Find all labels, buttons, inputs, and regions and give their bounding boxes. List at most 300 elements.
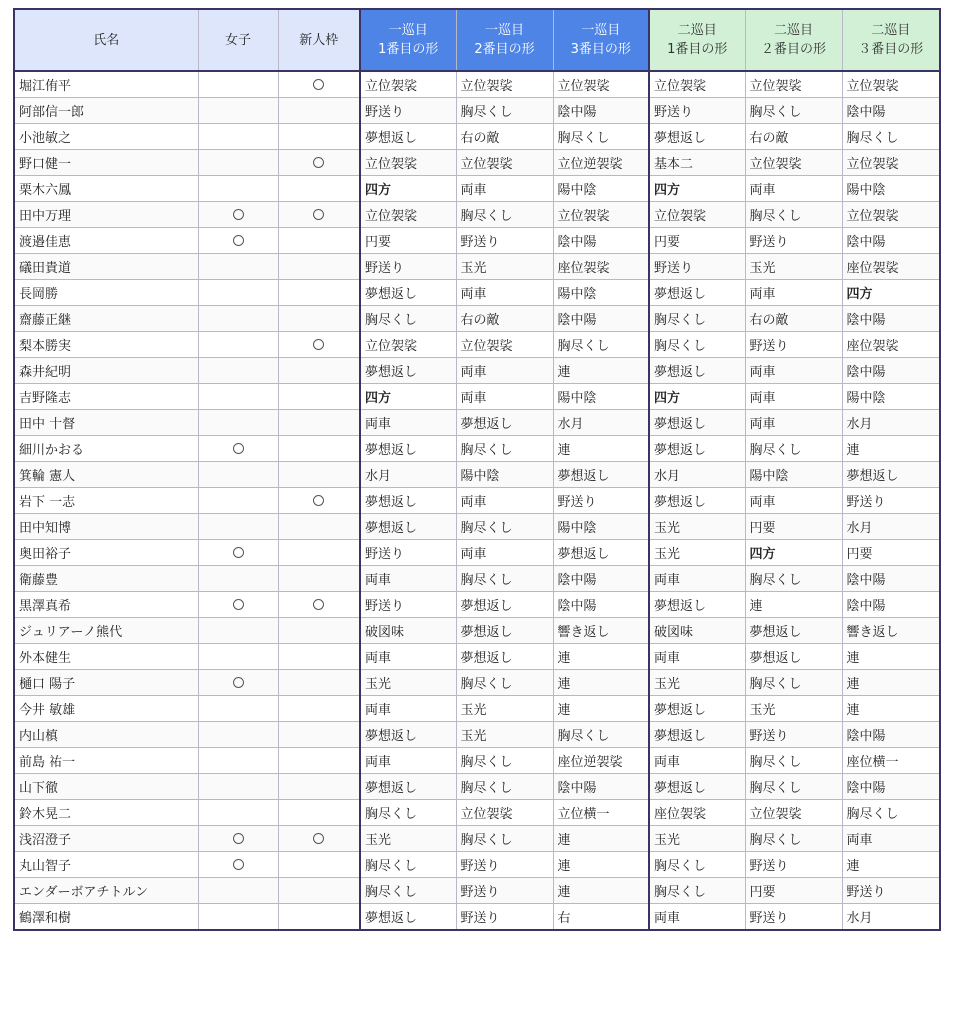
cell-newcomer [278,826,360,852]
cell-round2-form1: 水月 [649,462,745,488]
circle-mark-icon [233,547,244,558]
cell-round1-form2: 胸尽くし [456,98,553,124]
cell-round2-form3: 水月 [842,514,940,540]
cell-round1-form3: 水月 [553,410,649,436]
cell-female [198,202,278,228]
cell-round2-form3: 陽中陰 [842,384,940,410]
cell-name: 礒田貴道 [14,254,198,280]
cell-female [198,774,278,800]
cell-round1-form1: 立位袈裟 [360,71,456,98]
cell-round2-form1: 夢想返し [649,696,745,722]
cell-round2-form1: 両車 [649,904,745,931]
header-round1-form1 [360,9,456,71]
table-row [14,202,940,228]
table-row [14,280,940,306]
cell-female [198,176,278,202]
cell-round2-form2: 四方 [745,540,842,566]
header-round2-form1 [649,9,745,71]
cell-round2-form3: 立位袈裟 [842,150,940,176]
circle-mark-icon [233,833,244,844]
cell-name: 岩下 一志 [14,488,198,514]
cell-round2-form3: 陰中陽 [842,358,940,384]
cell-round2-form2: 両車 [745,358,842,384]
table-row [14,878,940,904]
cell-female [198,722,278,748]
cell-round1-form1: 両車 [360,410,456,436]
cell-round1-form1: 両車 [360,696,456,722]
cell-name: 齋藤正継 [14,306,198,332]
cell-round1-form1: 胸尽くし [360,306,456,332]
cell-newcomer [278,566,360,592]
table-row [14,644,940,670]
cell-round1-form3: 陽中陰 [553,280,649,306]
cell-round1-form3: 陽中陰 [553,176,649,202]
cell-newcomer [278,306,360,332]
cell-female [198,71,278,98]
cell-round2-form2: 両車 [745,488,842,514]
cell-name: 樋口 陽子 [14,670,198,696]
cell-female [198,436,278,462]
cell-female [198,644,278,670]
cell-round1-form2: 玉光 [456,254,553,280]
cell-female [198,696,278,722]
cell-name: 黒澤真希 [14,592,198,618]
cell-round2-form3: 胸尽くし [842,124,940,150]
cell-newcomer [278,722,360,748]
cell-round2-form1: 胸尽くし [649,306,745,332]
cell-round2-form1: 胸尽くし [649,852,745,878]
cell-round2-form3: 水月 [842,410,940,436]
cell-name: 衛藤豊 [14,566,198,592]
cell-round1-form2: 両車 [456,540,553,566]
header-round-label: 二巡目 [677,23,717,38]
cell-round2-form2: 両車 [745,410,842,436]
cell-name: 奥田裕子 [14,540,198,566]
cell-newcomer [278,332,360,358]
cell-name: 吉野隆志 [14,384,198,410]
cell-round2-form2: 円要 [745,514,842,540]
cell-round2-form3: 響き返し [842,618,940,644]
cell-round2-form2: 両車 [745,176,842,202]
cell-newcomer [278,774,360,800]
header-newcomer: 新人枠 [278,9,360,71]
cell-round2-form3: 両車 [842,826,940,852]
cell-round1-form2: 右の敵 [456,124,553,150]
cell-round2-form2: 夢想返し [745,644,842,670]
cell-name: 野口健一 [14,150,198,176]
cell-round2-form1: 胸尽くし [649,332,745,358]
cell-round1-form1: 四方 [360,384,456,410]
cell-round1-form3: 陰中陽 [553,306,649,332]
cell-round1-form2: 夢想返し [456,410,553,436]
cell-round2-form3: 立位袈裟 [842,202,940,228]
cell-female [198,150,278,176]
cell-round1-form3: 立位逆袈裟 [553,150,649,176]
cell-round1-form2: 両車 [456,176,553,202]
cell-female [198,124,278,150]
cell-round2-form3: 陰中陽 [842,722,940,748]
cell-round1-form3: 胸尽くし [553,722,649,748]
cell-round1-form3: 胸尽くし [553,124,649,150]
cell-round2-form3: 連 [842,852,940,878]
cell-name: ジュリアーノ熊代 [14,618,198,644]
cell-round1-form1: 野送り [360,98,456,124]
cell-round2-form2: 胸尽くし [745,774,842,800]
cell-newcomer [278,436,360,462]
cell-round1-form3: 夢想返し [553,462,649,488]
cell-name: 田中知博 [14,514,198,540]
cell-round1-form2: 夢想返し [456,592,553,618]
cell-female [198,540,278,566]
cell-newcomer [278,878,360,904]
cell-round1-form3: 陽中陰 [553,384,649,410]
cell-round1-form2: 野送り [456,904,553,931]
cell-round1-form2: 玉光 [456,696,553,722]
cell-round2-form1: 四方 [649,384,745,410]
cell-round1-form1: 両車 [360,748,456,774]
cell-round1-form2: 夢想返し [456,644,553,670]
cell-round1-form2: 胸尽くし [456,514,553,540]
cell-round1-form3: 連 [553,852,649,878]
cell-round2-form2: 立位袈裟 [745,150,842,176]
cell-female [198,410,278,436]
cell-newcomer [278,98,360,124]
cell-round2-form1: 夢想返し [649,280,745,306]
cell-round1-form1: 胸尽くし [360,800,456,826]
header-round1-form3 [553,9,649,71]
header-form-label: ３番目の形 [858,42,924,57]
forms-table [13,8,941,931]
table-row [14,410,940,436]
header-round-label: 二巡目 [773,23,813,38]
cell-round2-form1: 玉光 [649,826,745,852]
cell-female [198,592,278,618]
cell-female [198,852,278,878]
cell-round1-form2: 両車 [456,280,553,306]
cell-round1-form3: 陰中陽 [553,774,649,800]
cell-female [198,670,278,696]
cell-round2-form1: 座位袈裟 [649,800,745,826]
cell-newcomer [278,488,360,514]
cell-newcomer [278,410,360,436]
circle-mark-icon [233,209,244,220]
cell-round1-form1: 水月 [360,462,456,488]
cell-round1-form2: 立位袈裟 [456,332,553,358]
cell-round1-form1: 野送り [360,540,456,566]
table-row [14,748,940,774]
cell-round2-form3: 座位袈裟 [842,254,940,280]
cell-round1-form1: 夢想返し [360,280,456,306]
cell-round2-form2: 野送り [745,332,842,358]
table-row [14,904,940,931]
table-row [14,618,940,644]
cell-round1-form3: 右 [553,904,649,931]
circle-mark-icon [233,235,244,246]
cell-newcomer [278,748,360,774]
cell-round1-form2: 胸尽くし [456,670,553,696]
table-row [14,800,940,826]
cell-female [198,228,278,254]
cell-newcomer [278,644,360,670]
cell-newcomer [278,384,360,410]
circle-mark-icon [233,443,244,454]
cell-round1-form3: 連 [553,878,649,904]
cell-female [198,384,278,410]
table-row [14,254,940,280]
cell-round2-form2: 野送り [745,852,842,878]
cell-newcomer [278,358,360,384]
cell-round2-form3: 陽中陰 [842,176,940,202]
cell-female [198,878,278,904]
cell-female [198,254,278,280]
cell-round1-form2: 胸尽くし [456,566,553,592]
cell-round1-form1: 円要 [360,228,456,254]
cell-round2-form1: 夢想返し [649,436,745,462]
cell-round2-form3: 四方 [842,280,940,306]
cell-round1-form2: 立位袈裟 [456,150,553,176]
header-female: 女子 [198,9,278,71]
cell-round2-form1: 夢想返し [649,774,745,800]
cell-round1-form2: 両車 [456,358,553,384]
cell-round2-form3: 立位袈裟 [842,71,940,98]
table-row [14,71,940,98]
cell-name: 箕輪 憲人 [14,462,198,488]
cell-round2-form2: 野送り [745,904,842,931]
cell-round2-form2: 胸尽くし [745,670,842,696]
header-form-label: ２番目の形 [760,42,826,57]
cell-newcomer [278,254,360,280]
cell-round1-form1: 玉光 [360,670,456,696]
header-round-label: 二巡目 [871,23,911,38]
table-row [14,592,940,618]
cell-round2-form3: 円要 [842,540,940,566]
cell-round1-form3: 立位横一 [553,800,649,826]
cell-round2-form3: 連 [842,696,940,722]
header-form-label: 2番目の形 [474,42,535,57]
cell-name: 外本健生 [14,644,198,670]
cell-round2-form3: 連 [842,644,940,670]
table-row [14,852,940,878]
cell-round1-form1: 四方 [360,176,456,202]
cell-round1-form3: 連 [553,436,649,462]
cell-round1-form2: 夢想返し [456,618,553,644]
cell-round2-form3: 陰中陽 [842,566,940,592]
table-row [14,358,940,384]
header-round-label: 一巡目 [388,23,428,38]
cell-round1-form2: 玉光 [456,722,553,748]
cell-round1-form3: 連 [553,670,649,696]
header-round2-form3 [842,9,940,71]
cell-female [198,904,278,931]
cell-name: エンダーボアチトルン [14,878,198,904]
circle-mark-icon [233,677,244,688]
cell-round2-form1: 夢想返し [649,722,745,748]
cell-round2-form2: 円要 [745,878,842,904]
cell-round1-form1: 夢想返し [360,488,456,514]
cell-newcomer [278,71,360,98]
table-row [14,670,940,696]
cell-name: 内山槙 [14,722,198,748]
cell-female [198,514,278,540]
header-round-label: 一巡目 [581,23,621,38]
header-round1-form2 [456,9,553,71]
cell-round2-form3: 陰中陽 [842,592,940,618]
cell-round2-form1: 夢想返し [649,124,745,150]
cell-round1-form3: 連 [553,696,649,722]
cell-name: 田中万理 [14,202,198,228]
cell-round2-form3: 座位袈裟 [842,332,940,358]
cell-name: 小池敏之 [14,124,198,150]
cell-newcomer [278,280,360,306]
table-row [14,124,940,150]
table-row [14,306,940,332]
cell-name: 山下徹 [14,774,198,800]
cell-female [198,98,278,124]
cell-round1-form2: 両車 [456,488,553,514]
cell-newcomer [278,800,360,826]
table-body [14,71,940,930]
cell-newcomer [278,670,360,696]
cell-name: 森井紀明 [14,358,198,384]
cell-round1-form3: 陰中陽 [553,228,649,254]
cell-round1-form3: 陰中陽 [553,566,649,592]
cell-round2-form3: 陰中陽 [842,228,940,254]
cell-round2-form3: 野送り [842,488,940,514]
cell-round2-form3: 連 [842,436,940,462]
cell-round1-form3: 胸尽くし [553,332,649,358]
header-round2-form2 [745,9,842,71]
cell-female [198,618,278,644]
cell-name: 栗木六鳳 [14,176,198,202]
cell-female [198,800,278,826]
cell-name: 前島 祐一 [14,748,198,774]
cell-round1-form3: 立位袈裟 [553,71,649,98]
cell-round2-form2: 胸尽くし [745,748,842,774]
cell-round1-form1: 胸尽くし [360,852,456,878]
cell-round2-form3: 陰中陽 [842,774,940,800]
cell-newcomer [278,904,360,931]
cell-round2-form1: 両車 [649,644,745,670]
cell-round2-form1: 立位袈裟 [649,202,745,228]
cell-round1-form3: 連 [553,826,649,852]
cell-round1-form1: 野送り [360,592,456,618]
cell-round1-form2: 胸尽くし [456,826,553,852]
table-row [14,332,940,358]
cell-round2-form3: 胸尽くし [842,800,940,826]
cell-round1-form2: 野送り [456,228,553,254]
cell-newcomer [278,176,360,202]
cell-female [198,826,278,852]
cell-round2-form3: 座位横一 [842,748,940,774]
cell-round1-form2: 立位袈裟 [456,71,553,98]
cell-round2-form3: 夢想返し [842,462,940,488]
cell-female [198,332,278,358]
cell-newcomer [278,618,360,644]
cell-name: 細川かおる [14,436,198,462]
cell-round2-form1: 夢想返し [649,358,745,384]
cell-round1-form1: 夢想返し [360,904,456,931]
cell-name: 鈴木晃二 [14,800,198,826]
cell-round2-form1: 破図味 [649,618,745,644]
cell-round1-form3: 座位袈裟 [553,254,649,280]
cell-round1-form1: 立位袈裟 [360,202,456,228]
circle-mark-icon [313,209,324,220]
cell-round2-form1: 野送り [649,98,745,124]
cell-round1-form2: 陽中陰 [456,462,553,488]
cell-round1-form2: 胸尽くし [456,774,553,800]
cell-round1-form2: 胸尽くし [456,202,553,228]
cell-round2-form2: 胸尽くし [745,436,842,462]
circle-mark-icon [313,495,324,506]
cell-round2-form1: 野送り [649,254,745,280]
header-form-label: 1番目の形 [378,42,439,57]
cell-round1-form1: 夢想返し [360,722,456,748]
cell-female [198,462,278,488]
cell-round1-form1: 野送り [360,254,456,280]
cell-round1-form1: 夢想返し [360,514,456,540]
cell-round2-form1: 玉光 [649,540,745,566]
cell-round1-form1: 胸尽くし [360,878,456,904]
cell-round2-form2: 胸尽くし [745,826,842,852]
cell-round2-form3: 野送り [842,878,940,904]
cell-name: 浅沼澄子 [14,826,198,852]
cell-name: 田中 十督 [14,410,198,436]
cell-round1-form2: 胸尽くし [456,748,553,774]
cell-round2-form3: 連 [842,670,940,696]
cell-name: 今井 敏雄 [14,696,198,722]
cell-round1-form3: 連 [553,644,649,670]
cell-round2-form2: 両車 [745,384,842,410]
table-row [14,566,940,592]
cell-round1-form3: 野送り [553,488,649,514]
cell-round2-form2: 陽中陰 [745,462,842,488]
cell-round2-form2: 立位袈裟 [745,71,842,98]
cell-round2-form3: 水月 [842,904,940,931]
circle-mark-icon [313,833,324,844]
cell-round2-form3: 陰中陽 [842,306,940,332]
cell-female [198,280,278,306]
table-row [14,436,940,462]
cell-round1-form1: 夢想返し [360,124,456,150]
cell-round2-form1: 円要 [649,228,745,254]
cell-round2-form2: 胸尽くし [745,98,842,124]
cell-round1-form3: 夢想返し [553,540,649,566]
cell-round1-form3: 立位袈裟 [553,202,649,228]
cell-round1-form2: 野送り [456,852,553,878]
cell-round1-form3: 座位逆袈裟 [553,748,649,774]
cell-round2-form1: 夢想返し [649,592,745,618]
table-container [13,8,941,931]
circle-mark-icon [313,599,324,610]
cell-round2-form2: 胸尽くし [745,566,842,592]
header-form-label: 1番目の形 [667,42,728,57]
cell-round2-form1: 両車 [649,566,745,592]
cell-round1-form1: 夢想返し [360,774,456,800]
table-row [14,514,940,540]
cell-newcomer [278,150,360,176]
cell-round2-form2: 胸尽くし [745,202,842,228]
cell-female [198,566,278,592]
cell-round1-form1: 両車 [360,566,456,592]
cell-newcomer [278,124,360,150]
cell-round1-form1: 両車 [360,644,456,670]
cell-round1-form3: 陰中陽 [553,98,649,124]
cell-name: 渡邉佳恵 [14,228,198,254]
table-row [14,228,940,254]
cell-name: 鶴澤和樹 [14,904,198,931]
cell-round2-form2: 夢想返し [745,618,842,644]
cell-round2-form1: 夢想返し [649,488,745,514]
